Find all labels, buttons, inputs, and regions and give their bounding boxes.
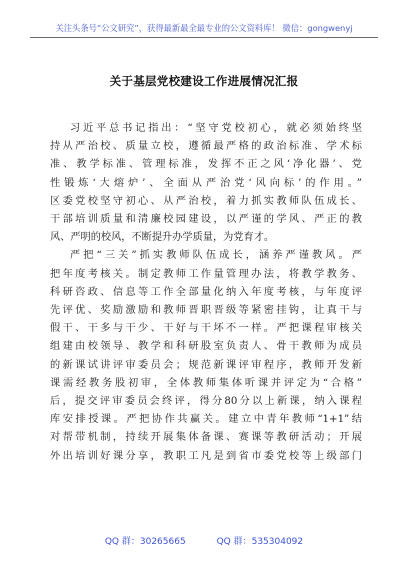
paragraph (50, 247, 362, 465)
text-line: 科研咨政、信息等工作全部量化纳入年度考核，与年度评 (50, 286, 362, 298)
text-line: 风、严明的校风，不断提升办学质量，为党育才。 (50, 232, 275, 244)
document-title: 关于基层党校建设工作进展情况汇报 (109, 74, 299, 88)
text-line: 性锻炼‘大熔炉’、全面从严治党‘风向标’的作用。” (50, 177, 362, 189)
text-line: 课需经教务股初审，全体教师集体听课并评定为“合格” (50, 377, 362, 389)
document-body (50, 120, 362, 466)
text-line: 组建由校领导、教学和科研股室负责人、骨干教师为成员 (50, 341, 362, 353)
footer-contact (0, 534, 408, 547)
header-notice: 关注头条号“公文研究”，获得最新最全最专业的公文资料库！ 微信：gongwenyj (55, 23, 353, 33)
text-line: 库安排授课。严把协作共赢关。建立中青年教师“1+1”结 (50, 414, 362, 426)
paragraph (50, 120, 362, 247)
text-line: 区委党校坚守初心、从严治校，着力抓实教师队伍成长、 (50, 195, 362, 207)
text-line: 外出培训好课分享，教职工凡是到省市委党校等上级部门 (50, 450, 362, 462)
text-line: 持从严治校、质量立校，遵循最严格的政治标准、学术标 (50, 141, 362, 153)
text-line: 干部培训质量和清廉校园建设，以严谨的学风、严正的教 (50, 214, 362, 226)
qq-group-right: QQ 群：535304092 (216, 537, 304, 547)
text-line: 对帮带机制，持续开展集体备课、赛课等教研活动；开展 (50, 432, 362, 444)
header-divider (30, 37, 378, 38)
text-line: 严把“三关”抓实教师队伍成长，涵养严谨教风。严 (70, 250, 362, 262)
text-line: 把年度考核关。制定教师工作量管理办法，将教学教务、 (50, 268, 362, 280)
text-line: 先评优、奖励激励和教师晋职晋级等紧密挂钩，让真干与 (50, 305, 362, 317)
text-line: 准、教学标准、管理标准，发挥不正之风‘净化器’、党 (50, 159, 362, 171)
text-line: 假干、干多与干少、干好与干坏不一样。严把课程审核关 (50, 323, 362, 335)
qq-group-left: QQ 群：30265665 (104, 537, 186, 547)
text-line: 习近平总书记指出：“坚守党校初心，就必须始终坚 (70, 123, 362, 134)
text-line: 后，提交评审委员会终评，得分80分以上新课，纳入课程 (50, 396, 362, 408)
text-line: 的新课试讲评审委员会；规范新课评审程序，教师开发新 (50, 359, 362, 371)
